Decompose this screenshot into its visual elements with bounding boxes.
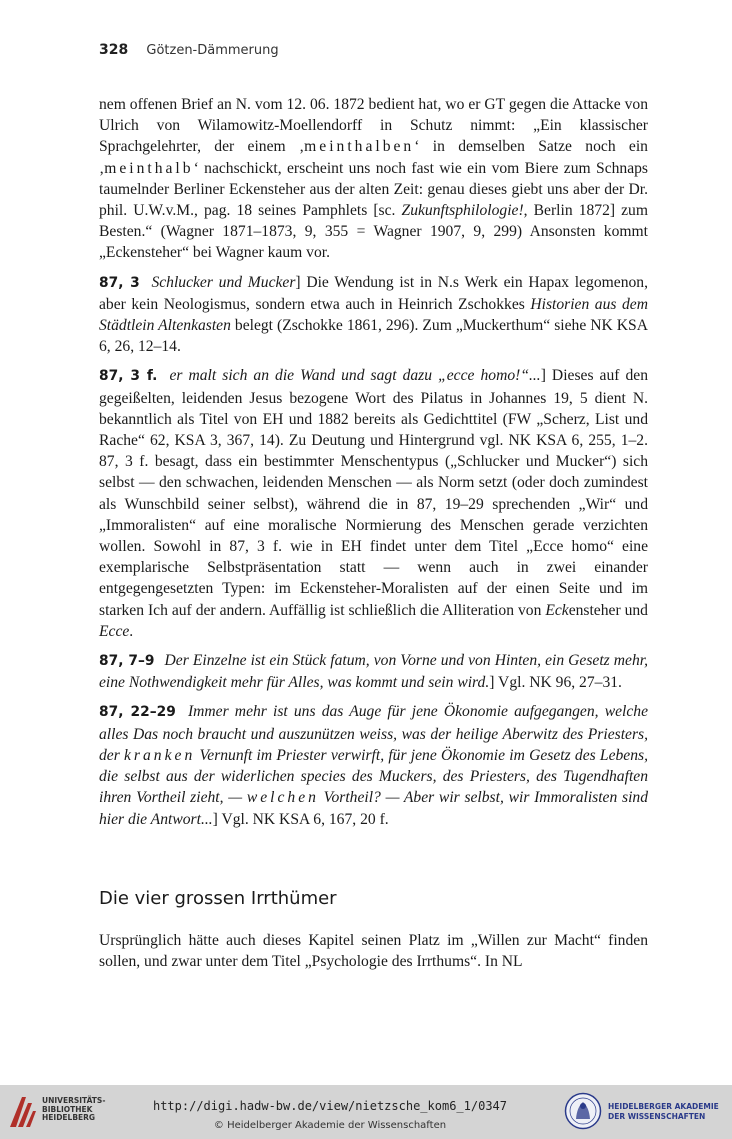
commentary-body: [99, 94, 648, 838]
footer-bar: [0, 1085, 732, 1139]
entry-reference: 87, 7–9: [99, 653, 155, 670]
entry-reference: 87, 22–29: [99, 704, 176, 721]
entry-lemma: er malt sich an die Wand und sagt dazu „ecce homo!“...: [169, 367, 541, 385]
university-library-name: UNIVERSITÄTS- BIBLIOTHEK HEIDELBERG: [42, 1096, 106, 1122]
section-paragraph: Ursprünglich hätte auch dieses Kapitel seinen Platz im „Willen zur Macht“ finden sollen, und zwar unter dem Titel „Psychologie des Irrthums“. In NL: [99, 932, 648, 971]
running-title: Götzen-Dämmerung: [146, 43, 279, 58]
permalink-url[interactable]: http://digi.hadw-bw.de/view/nietzsche_kom6_1/0347: [152, 1099, 507, 1113]
page-number: 328: [99, 42, 129, 58]
academy-seal-icon: [564, 1092, 602, 1130]
section-body: [99, 930, 648, 972]
commentary-entry-87-7-9: 87, 7–9 Der Einzelne ist ein Stück fatum, von Vorne und von Hinten, ein Gesetz mehr, eine Nothwendigkeit mehr für Alles, was kommt und sein wird.] Vgl. NK 96, 27–31.: [99, 652, 649, 692]
copyright-notice: © Heidelberger Akademie der Wissenschaften: [213, 1120, 447, 1131]
paragraph-1: nem offenen Brief an N. vom 12. 06. 1872 bedient hat, wo er GT gegen die Attacke von Ulrich von Wilamowitz-Moellendorff in Schutz nimmt: „Ein klassischer Sprachgelehrter, der einem ‚meinthalben‘ in demselben Satze noch ein ‚meinthalb‘ nachschickt, erscheint uns noch fast wie ein vom Biere zum Schnaps taumelnder Berliner Eckensteher aus der alten Zeit: genau dieses giebt uns aber der Dr. phil. U.W.v.M., pag. 18 seines Pamphlets [sc. Zukunftsphilologie!, Berlin 1872] zum Besten.“ (Wagner 1871–1873, 9, 355 = Wagner 1907, 9, 299) Ansonsten kommt „Eckensteher“ bei Wagner kaum vor.: [99, 96, 648, 262]
commentary-entry-87-22-29: 87, 22–29 Immer mehr ist uns das Auge für jene Ökonomie aufgegangen, welche alles Das noch braucht und auszunützen weiss, was der heilige Aberwitz des Priesters, der kranken Vernunft im Priester verwirft, für jene Ökonomie im Gesetz des Lebens, die selbst aus der widerlichen species des Muckers, des Priesters, des Tugendhaften ihren Vortheil zieht, — welchen Vortheil? — Aber wir selbst, wir Immoralisten sind hier die Antwort...] Vgl. NK KSA 6, 167, 20 f.: [99, 703, 648, 828]
commentary-entry-87-3: 87, 3 Schlucker und Mucker] Die Wendung ist in N.s Werk ein Hapax legomenon, aber kein Neologismus, sondern etwa auch in Heinrich Zschokkes Historien aus dem Städtlein Altenkasten belegt (Zschokke 1861, 296). Zum „Muckerthum“ siehe NK KSA 6, 26, 12–14.: [99, 273, 648, 356]
commentary-entry-87-3f: 87, 3 f. er malt sich an die Wand und sagt dazu „ecce homo!“...] Dieses auf den gegeißelten, leidenden Jesus bezogene Wort des Pilatus in Johannes 19, 5 dient N. bekanntlich als Titel von EH und 1882 bereits als Gedichttitel (FW „Scherz, List und Rache“ 62, KSA 3, 367, 14). Zu Deutung und Hintergrund vgl. NK KSA 6, 255, 1–2. 87, 3 f. besagt, dass ein bestimmter Menschentypus („Schlucker und Mucker“) sich selbst — den schwachen, leidenden Menschen — als Norm setzt (oder doch zumindest als Wunschbild seiner selbst), während die in 87, 19–29 sprechenden „Wir“ und „Immoralisten“ auf eine moralische Normierung des Menschen gerade verzichten wollen. Sowohl in 87, 3 f. wie in EH findet unter dem Titel „Ecce homo“ eine exemplarische Selbstpräsentation statt — wenn auch in zwei einander entgegengesetzten Typen: im Eckensteher-Moralisten auf der einen Seite und im starken Ich auf der andern. Auffällig ist schließlich die Alliteration von Eckensteher und Ecce.: [99, 367, 649, 640]
running-header: [99, 42, 279, 58]
entry-reference: 87, 3: [99, 274, 140, 291]
academy-name: HEIDELBERGER AKADEMIE DER WISSENSCHAFTEN: [608, 1102, 719, 1121]
entry-reference: 87, 3 f.: [99, 368, 158, 385]
entry-lemma: Immer mehr ist uns das Auge für jene Ökonomie aufgegangen, welche alles Das noch braucht und auszunützen weiss, was der heilige Aberwitz des Priesters, der kranken Vernunft im Priester verwirft, für jene Ökonomie im Gesetz des Lebens, die selbst aus der widerlichen species des Muckers, des Priesters, des Tugendhaften ihren Vortheil zieht, — welchen Vortheil? — Aber wir selbst, wir Immoralisten sind hier die Antwort...: [99, 703, 648, 828]
section-heading: Die vier grossen Irrthümer: [99, 888, 337, 909]
entry-lemma: Der Einzelne ist ein Stück fatum, von Vorne und von Hinten, ein Gesetz mehr, eine Nothwendigkeit mehr für Alles, was kommt und sein wird.: [99, 652, 649, 692]
entry-lemma: Schlucker und Mucker: [151, 273, 296, 291]
